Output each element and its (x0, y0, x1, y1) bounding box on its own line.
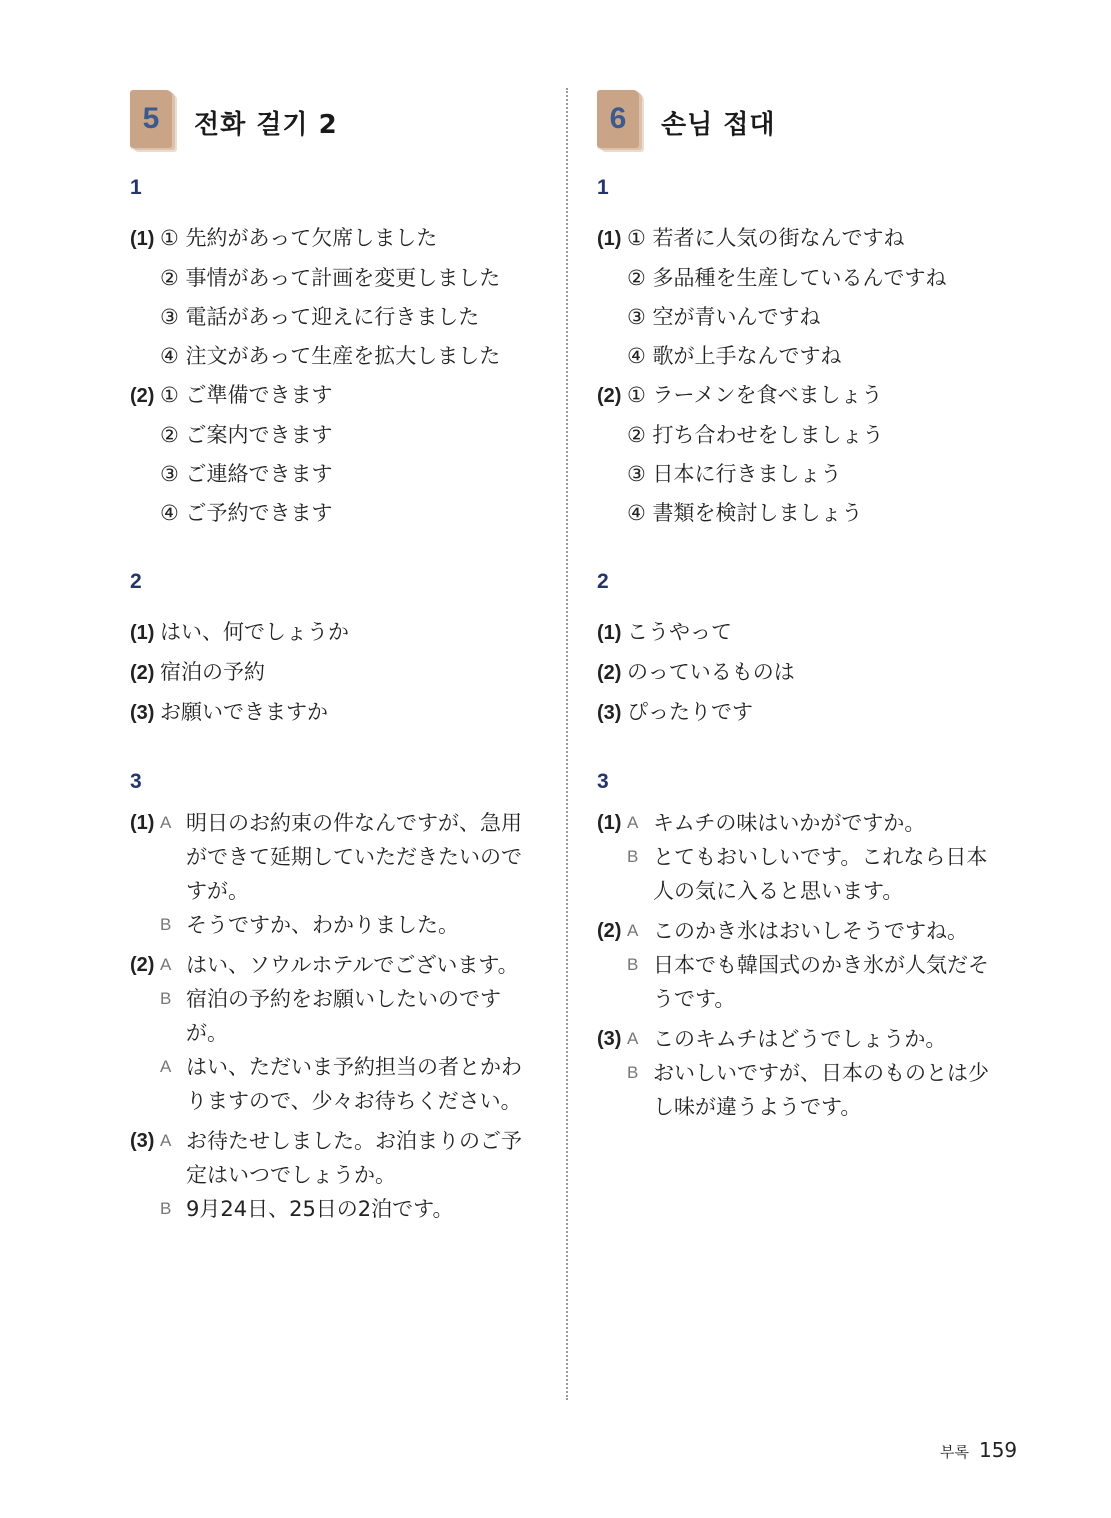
answer-label: (3) (597, 702, 622, 724)
answer-text: ④ 歌が上手なんですね (627, 344, 842, 368)
chapter-number: 5 (142, 102, 160, 135)
section-number: 1 (130, 176, 142, 199)
answer-line (130, 686, 540, 726)
answer-text: ③ 電話があって迎えに行きました (160, 305, 480, 329)
section-number: 1 (597, 176, 609, 199)
answer-label: (1) (597, 622, 622, 644)
section-number: 2 (597, 570, 609, 593)
column-divider (566, 88, 568, 1400)
answer-text: ② 事情があって計画を変更しました (160, 266, 501, 290)
section-number: 2 (130, 570, 142, 593)
speaker-label: A (160, 813, 172, 832)
answer-text: ① 先約があって欠席しました (160, 226, 438, 250)
dialogue-line (597, 948, 1007, 1016)
chapter-header (597, 88, 1007, 152)
speaker-label: B (627, 1063, 639, 1082)
dialogue-line (597, 806, 1007, 840)
answer-line (130, 212, 540, 252)
answer-line (597, 606, 1007, 646)
left-column (130, 88, 540, 1270)
speaker-label: B (160, 989, 172, 1008)
right-column (597, 88, 1007, 1168)
dialogue-text: お待たせしました。お泊まりのご予定はいつでしょうか。 (186, 1129, 522, 1187)
dialogue-line (130, 1124, 540, 1192)
answer-line (130, 448, 540, 487)
chapter-number: 6 (609, 102, 627, 135)
dialogue-line (130, 1192, 540, 1226)
answer-label: (2) (597, 662, 622, 684)
answer-label: (3) (130, 1130, 155, 1152)
answer-text: ぴったりです (627, 700, 753, 724)
answer-text: のっているものは (627, 660, 795, 684)
section-number: 3 (130, 770, 142, 793)
section-1 (130, 176, 540, 526)
dialogue-text: このキムチはどうでしょうか。 (653, 1027, 947, 1051)
dialogue-line (130, 982, 540, 1050)
answer-text: 宿泊の予約 (160, 660, 265, 684)
answer-text: ④ 書類を検討しましょう (627, 501, 863, 525)
chapter-title: 손님 접대 (661, 110, 776, 140)
dialogue-text: 宿泊の予約をお願いしたいのですが。 (186, 987, 501, 1045)
dialogue-text: はい、ただいま予約担当の者とかわりますので、少々お待ちください。 (186, 1055, 522, 1113)
dialogue-line (597, 1022, 1007, 1056)
answer-line (130, 252, 540, 291)
dialogue-text: このかき氷はおいしそうですね。 (653, 919, 968, 943)
speaker-label: A (160, 955, 172, 974)
page-number: 159 (978, 1438, 1018, 1462)
dialogue-line (597, 840, 1007, 908)
speaker-label: A (160, 1057, 172, 1076)
dialogue-text: そうですか、わかりました。 (186, 913, 459, 937)
answer-text: ③ 日本に行きましょう (627, 462, 842, 486)
dialogue-line (130, 1050, 540, 1118)
answer-line (130, 646, 540, 686)
answer-text: ③ ご連絡できます (160, 462, 333, 486)
answer-line (597, 448, 1007, 487)
footer-label: 부록 (940, 1443, 969, 1461)
answer-line (597, 212, 1007, 252)
speaker-label: B (160, 915, 172, 934)
chapter-header (130, 88, 540, 152)
answer-text: ③ 空が青いんですね (627, 305, 821, 329)
answer-label: (1) (130, 812, 155, 834)
dialogue-text: おいしいですが、日本のものとは少し味が違うようです。 (653, 1061, 989, 1119)
answer-label: (2) (130, 954, 155, 976)
section-number: 3 (597, 770, 609, 793)
speaker-label: A (160, 1131, 172, 1150)
answer-line (597, 409, 1007, 448)
dialogue-line (597, 1056, 1007, 1124)
answer-text: ② 打ち合わせをしましょう (627, 423, 884, 447)
answer-line (597, 646, 1007, 686)
answer-text: ② 多品種を生産しているんですね (627, 266, 947, 290)
answer-text: はい、何でしょうか (160, 620, 349, 644)
answer-line (130, 330, 540, 369)
dialogue-line (130, 806, 540, 908)
answer-label: (1) (130, 228, 155, 250)
answer-line (130, 291, 540, 330)
answer-line (597, 686, 1007, 726)
chapter-title: 전화 걸기 2 (194, 110, 338, 140)
answer-line (597, 369, 1007, 409)
answer-line (130, 606, 540, 646)
answer-line (597, 252, 1007, 291)
section-3 (130, 770, 540, 1226)
answer-line (130, 487, 540, 526)
answer-label: (3) (597, 1028, 622, 1050)
dialogue-text: はい、ソウルホテルでございます。 (186, 953, 519, 977)
dialogue-text: とてもおいしいです。これなら日本人の気に入ると思います。 (653, 845, 988, 903)
answer-label: (2) (597, 920, 622, 942)
answer-text: ① 若者に人気の街なんですね (627, 226, 905, 250)
answer-label: (1) (130, 622, 155, 644)
answer-label: (3) (130, 702, 155, 724)
speaker-label: A (627, 813, 639, 832)
dialogue-line (130, 908, 540, 942)
answer-label: (2) (130, 662, 155, 684)
answer-label: (2) (597, 385, 622, 407)
speaker-label: B (627, 955, 639, 974)
answer-text: ④ ご予約できます (160, 501, 333, 525)
section-2 (597, 570, 1007, 726)
section-2 (130, 570, 540, 726)
dialogue-text: キムチの味はいかがですか。 (653, 811, 926, 835)
answer-text: お願いできますか (160, 700, 328, 724)
dialogue-line (130, 948, 540, 982)
speaker-label: B (160, 1199, 172, 1218)
answer-label: (1) (597, 228, 622, 250)
chapter-folder-icon (597, 90, 639, 148)
answer-text: ② ご案内できます (160, 423, 333, 447)
answer-text: ④ 注文があって生産を拡大しました (160, 344, 501, 368)
section-3 (597, 770, 1007, 1124)
page-footer (940, 1438, 1017, 1462)
answer-line (597, 487, 1007, 526)
answer-line (130, 369, 540, 409)
chapter-folder-icon (130, 90, 172, 148)
answer-text: ① ラーメンを食べましょう (627, 383, 883, 407)
dialogue-text: 9月24日、25日の2泊です。 (186, 1197, 454, 1221)
answer-label: (2) (130, 385, 155, 407)
speaker-label: A (627, 1029, 639, 1048)
section-1 (597, 176, 1007, 526)
answer-line (130, 409, 540, 448)
speaker-label: A (627, 921, 639, 940)
answer-line (597, 330, 1007, 369)
answer-line (597, 291, 1007, 330)
answer-text: ① ご準備できます (160, 383, 333, 407)
dialogue-text: 日本でも韓国式のかき氷が人気だそうです。 (653, 953, 989, 1011)
dialogue-line (597, 914, 1007, 948)
answer-text: こうやって (627, 620, 732, 644)
speaker-label: B (627, 847, 639, 866)
dialogue-text: 明日のお約束の件なんですが、急用ができて延期していただきたいのですが。 (186, 811, 522, 903)
answer-label: (1) (597, 812, 622, 834)
